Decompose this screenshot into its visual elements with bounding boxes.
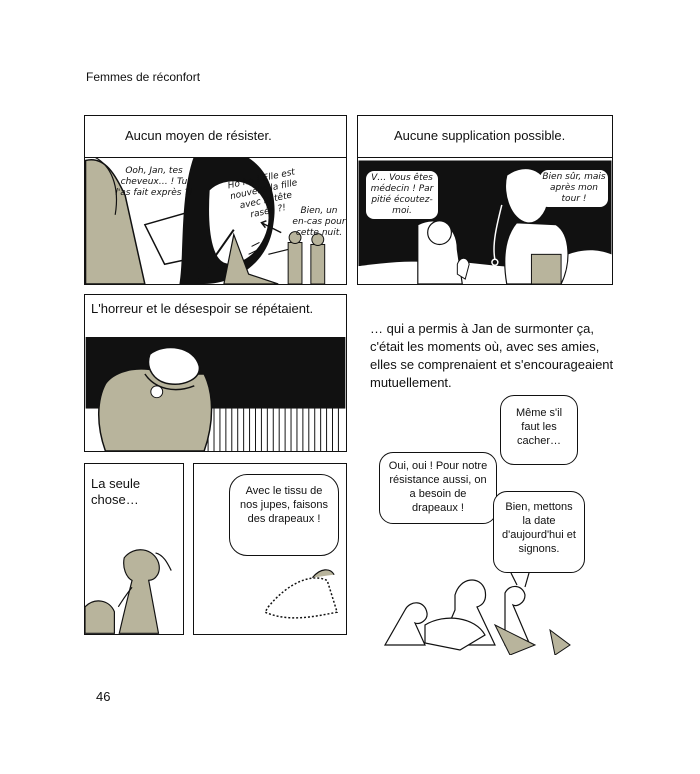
panel-1-bubble-mid: Ho ho ! Elle est nouvelle la fille avec la tête rasée ?!: [226, 167, 299, 221]
panel-3: [84, 294, 347, 452]
panel-6: [193, 463, 347, 635]
panel-5-caption: La seule chose…: [91, 476, 141, 507]
running-header: Femmes de réconfort: [86, 70, 201, 84]
panel-5: [84, 463, 184, 635]
panel-2: [357, 115, 613, 285]
panel-2-bubble-right: Bien sûr, mais après mon tour !: [540, 170, 608, 207]
panel-7: [365, 395, 625, 655]
panel-2-bubble-left: V… Vous êtes médecin ! Par pitié écoutez-moi.: [366, 171, 438, 219]
panel-1-bubble-left: Ooh, Jan, tes cheveux… ! Tu l'as fait exprès ?!: [115, 166, 193, 198]
panel-6-bubble: Avec le tissu de nos jupes, faisons des drapeaux !: [229, 474, 339, 556]
panel-7-bubble-right: Bien, mettons la date d'aujourd'hui et signons.: [493, 491, 585, 573]
panel-7-bubble-left: Oui, oui ! Pour notre résistance aussi, on a besoin de drapeaux !: [379, 452, 497, 524]
panel-2-caption: Aucune supplication possible.: [358, 116, 612, 158]
panel-1-bubble-right: Bien, un en-cas pour cette nuit.: [292, 206, 346, 238]
panel-3-caption: L'horreur et le désespoir se répétaient.: [85, 295, 346, 337]
panel-7-bubble-top: Même s'il faut les cacher…: [500, 395, 578, 465]
panel-1: [84, 115, 347, 285]
panel-1-caption: Aucun moyen de résister.: [85, 116, 346, 158]
panel-4-narration: … qui a permis à Jan de surmonter ça, c'était les moments où, avec ses amies, elles se comprenaient et s'encourageaient mutuellement.: [370, 321, 614, 390]
page-number: 46: [96, 689, 111, 704]
